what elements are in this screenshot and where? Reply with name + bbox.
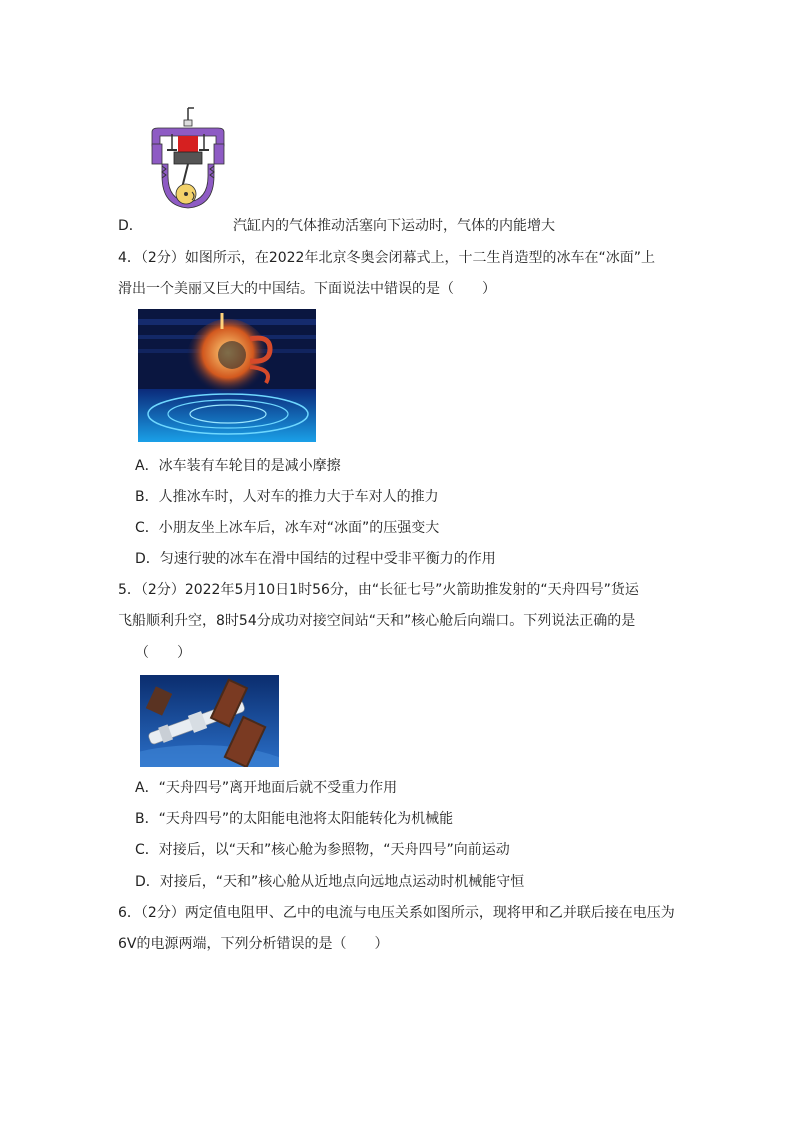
q5-option-d: D．对接后，“天和”核心舱从近地点向远地点运动时机械能守恒: [135, 874, 525, 890]
q6-stem-line2: 6V的电源两端，下列分析错误的是（ ）: [118, 936, 389, 952]
q4-stem-line2: 滑出一个美丽又巨大的中国结。下面说法中错误的是（ ）: [118, 281, 496, 297]
q5-stem-line3: （ ）: [135, 645, 191, 661]
winter-olympics-closing-image: [138, 309, 316, 442]
q4-option-c: C．小朋友坐上冰车后，冰车对“冰面”的压强变大: [135, 520, 440, 536]
space-station-image: [140, 675, 279, 767]
q5-option-a: A．“天舟四号”离开地面后就不受重力作用: [135, 780, 398, 796]
q5-option-c: C．对接后，以“天和”核心舱为参照物，“天舟四号”向前运动: [135, 842, 510, 858]
q4-stem-line1: 4．（2分）如图所示，在2022年北京冬奥会闭幕式上，十二生肖造型的冰车在“冰面”上: [118, 250, 655, 266]
q4-option-a: A．冰车装有车轮目的是减小摩擦: [135, 458, 341, 474]
q5-option-b: B．“天舟四号”的太阳能电池将太阳能转化为机械能: [135, 811, 454, 827]
engine-cylinder-image: [148, 106, 230, 214]
q3-option-d-letter: D．: [118, 218, 143, 234]
q5-stem-line2: 飞船顺利升空，8时54分成功对接空间站“天和”核心舱后向端口。下列说法正确的是: [118, 613, 636, 629]
q4-option-d: D．匀速行驶的冰车在滑中国结的过程中受非平衡力的作用: [135, 551, 496, 567]
q4-option-b: B．人推冰车时，人对车的推力大于车对人的推力: [135, 489, 439, 505]
q6-stem-line1: 6．（2分）两定值电阻甲、乙中的电流与电压关系如图所示，现将甲和乙并联后接在电压为: [118, 905, 675, 921]
q3-option-d-text: 汽缸内的气体推动活塞向下运动时，气体的内能增大: [233, 218, 555, 234]
q5-stem-line1: 5．（2分）2022年5月10日1时56分，由“长征七号”火箭助推发射的“天舟四号”货运: [118, 582, 639, 598]
